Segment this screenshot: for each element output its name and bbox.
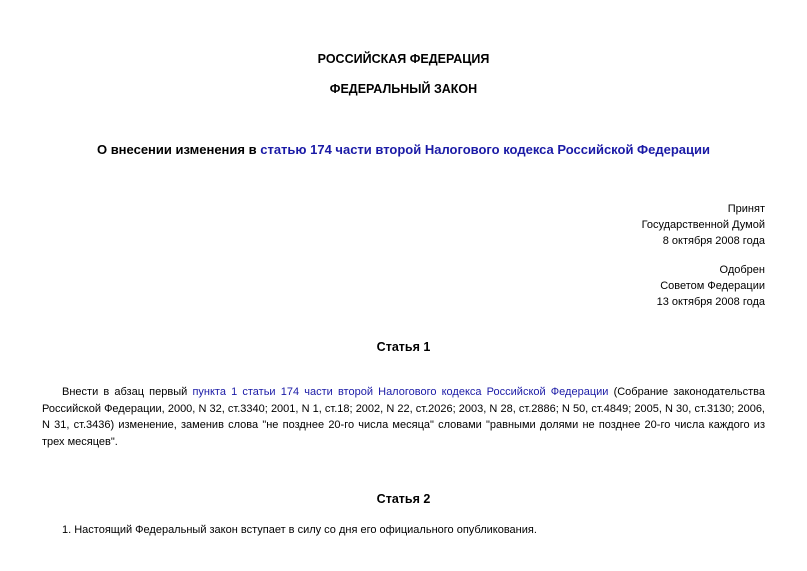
approved-body: Советом Федерации [660,280,765,292]
approved-block [657,262,765,310]
law-title-prefix: О внесении изменения в [96,142,261,157]
approved-date: 13 октября 2008 года [656,296,765,308]
approved-label: Одобрен [719,264,765,276]
accepted-block [642,201,765,249]
article-1-heading: Статья 1 [376,340,431,354]
country-heading: РОССИЙСКАЯ ФЕДЕРАЦИЯ [317,52,490,66]
article-1-text-before: Внести в абзац первый [62,386,193,398]
accepted-body: Государственной Думой [641,219,765,231]
article-1-link[interactable]: пункта 1 статьи 174 части второй Налогового кодекса Российской Федерации [192,386,609,398]
accepted-label: Принят [727,203,765,215]
article-2-heading: Статья 2 [376,492,431,506]
law-title-link[interactable]: статью 174 части второй Налогового кодекса Российской Федерации [260,142,711,157]
article-1-text-after: (Собрание законодательства Российской Федерации, 2000, N 32, ст.3340; 2001, N 1, ст.18; 2002, N 22, ст.2026; 2003, N 28, ст.2886; N 50, ст.4849; 2005, N 30, ст.3130; 2006, N 31, ст.3436) изменение, заменив слова "не позднее 20-го числа месяца" словами "равными долями не позднее 20-го числа каждого из трех месяцев". [42,386,765,448]
article-2-text: 1. Настоящий Федеральный закон вступает в силу со дня его официального опубликования. [62,524,537,536]
doc-type-heading: ФЕДЕРАЛЬНЫЙ ЗАКОН [329,82,478,96]
article-1-text [42,384,765,450]
law-title [0,142,807,157]
accepted-date: 8 октября 2008 года [662,235,765,247]
